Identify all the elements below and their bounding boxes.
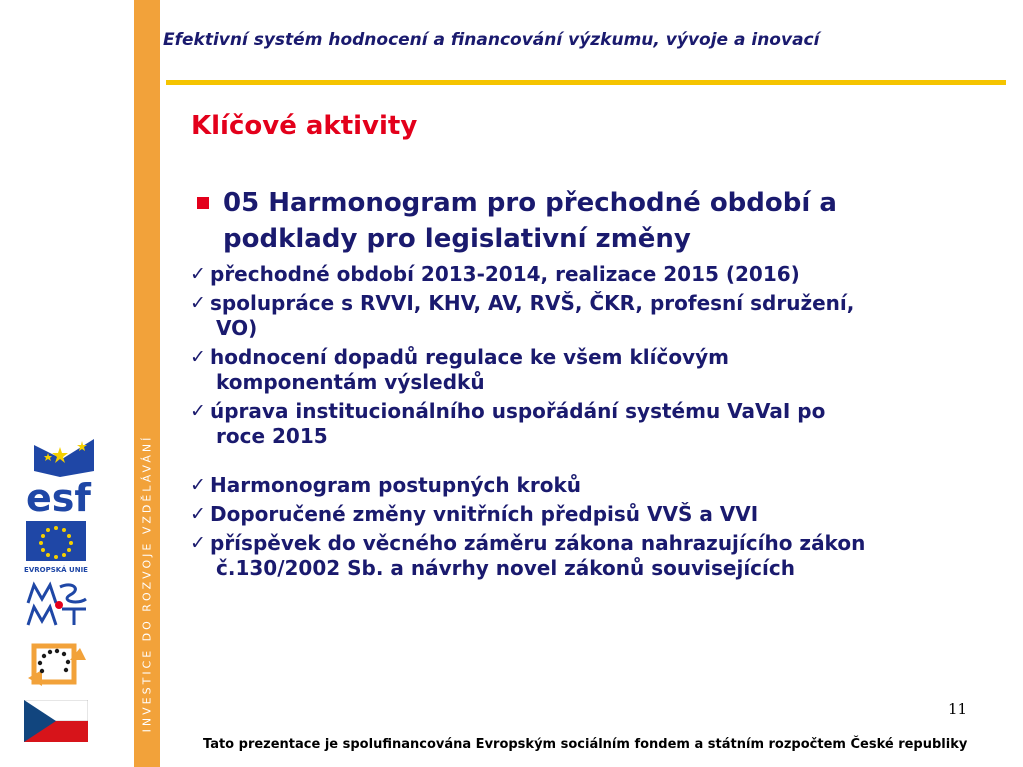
list-item-text: úprava institucionálního uspořádání systému VaVaI po bbox=[210, 399, 826, 423]
check-icon: ✓ bbox=[190, 292, 206, 314]
list-item bbox=[190, 502, 990, 527]
list-item-continuation: komponentám výsledků bbox=[216, 370, 485, 394]
vertical-text: INVESTICE DO ROZVOJE VZDĚLÁVÁNÍ bbox=[140, 434, 154, 732]
list-item-text: hodnocení dopadů regulace ke všem klíčovým bbox=[210, 345, 729, 369]
check-icon: ✓ bbox=[190, 474, 206, 496]
vertical-text-container bbox=[134, 418, 160, 748]
section-title: Klíčové aktivity bbox=[191, 111, 418, 141]
czech-flag bbox=[24, 700, 88, 742]
footer-text: Tato prezentace je spolufinancována Evropským sociálním fondem a státním rozpočtem České republiky bbox=[203, 737, 968, 752]
op-logo bbox=[24, 634, 90, 694]
list-item-continuation: č.130/2002 Sb. a návrhy novel zákonů souvisejících bbox=[216, 556, 795, 580]
list-item-text: Harmonogram postupných kroků bbox=[210, 473, 581, 497]
eu-logo-text: EVROPSKÁ UNIE bbox=[24, 566, 88, 574]
checklist bbox=[190, 262, 990, 585]
main-bullet-text: 05 Harmonogram pro přechodné období a podklady pro legislativní změny bbox=[223, 188, 837, 254]
page-number: 11 bbox=[948, 700, 968, 718]
list-item-text: Doporučené změny vnitřních předpisů VVŠ a VVI bbox=[210, 502, 759, 526]
list-item-continuation: VO) bbox=[216, 316, 258, 340]
list-item bbox=[190, 473, 990, 498]
esf-logo bbox=[24, 437, 112, 515]
check-icon: ✓ bbox=[190, 532, 206, 554]
check-icon: ✓ bbox=[190, 503, 206, 525]
esf-logo-text: esf bbox=[26, 476, 91, 515]
bullet-square-icon bbox=[197, 197, 209, 209]
header-title: Efektivní systém hodnocení a financování výzkumu, vývoje a inovací bbox=[163, 30, 820, 50]
list-item-text: přechodné období 2013-2014, realizace 2015 (2016) bbox=[210, 262, 800, 286]
list-item bbox=[190, 345, 990, 395]
list-item-continuation: roce 2015 bbox=[216, 424, 328, 448]
eu-logo bbox=[24, 521, 88, 575]
msmt-logo bbox=[24, 581, 92, 627]
list-item-text: příspěvek do věcného záměru zákona nahrazujícího zákon bbox=[210, 531, 866, 555]
check-icon: ✓ bbox=[190, 400, 206, 422]
list-item bbox=[190, 399, 990, 449]
list-item bbox=[190, 291, 990, 341]
list-item-text: spolupráce s RVVI, KHV, AV, RVŠ, ČKR, profesní sdružení, bbox=[210, 291, 855, 315]
check-icon: ✓ bbox=[190, 263, 206, 285]
list-item bbox=[190, 531, 990, 581]
list-item bbox=[190, 262, 990, 287]
header-divider bbox=[166, 80, 1006, 85]
check-icon: ✓ bbox=[190, 346, 206, 368]
